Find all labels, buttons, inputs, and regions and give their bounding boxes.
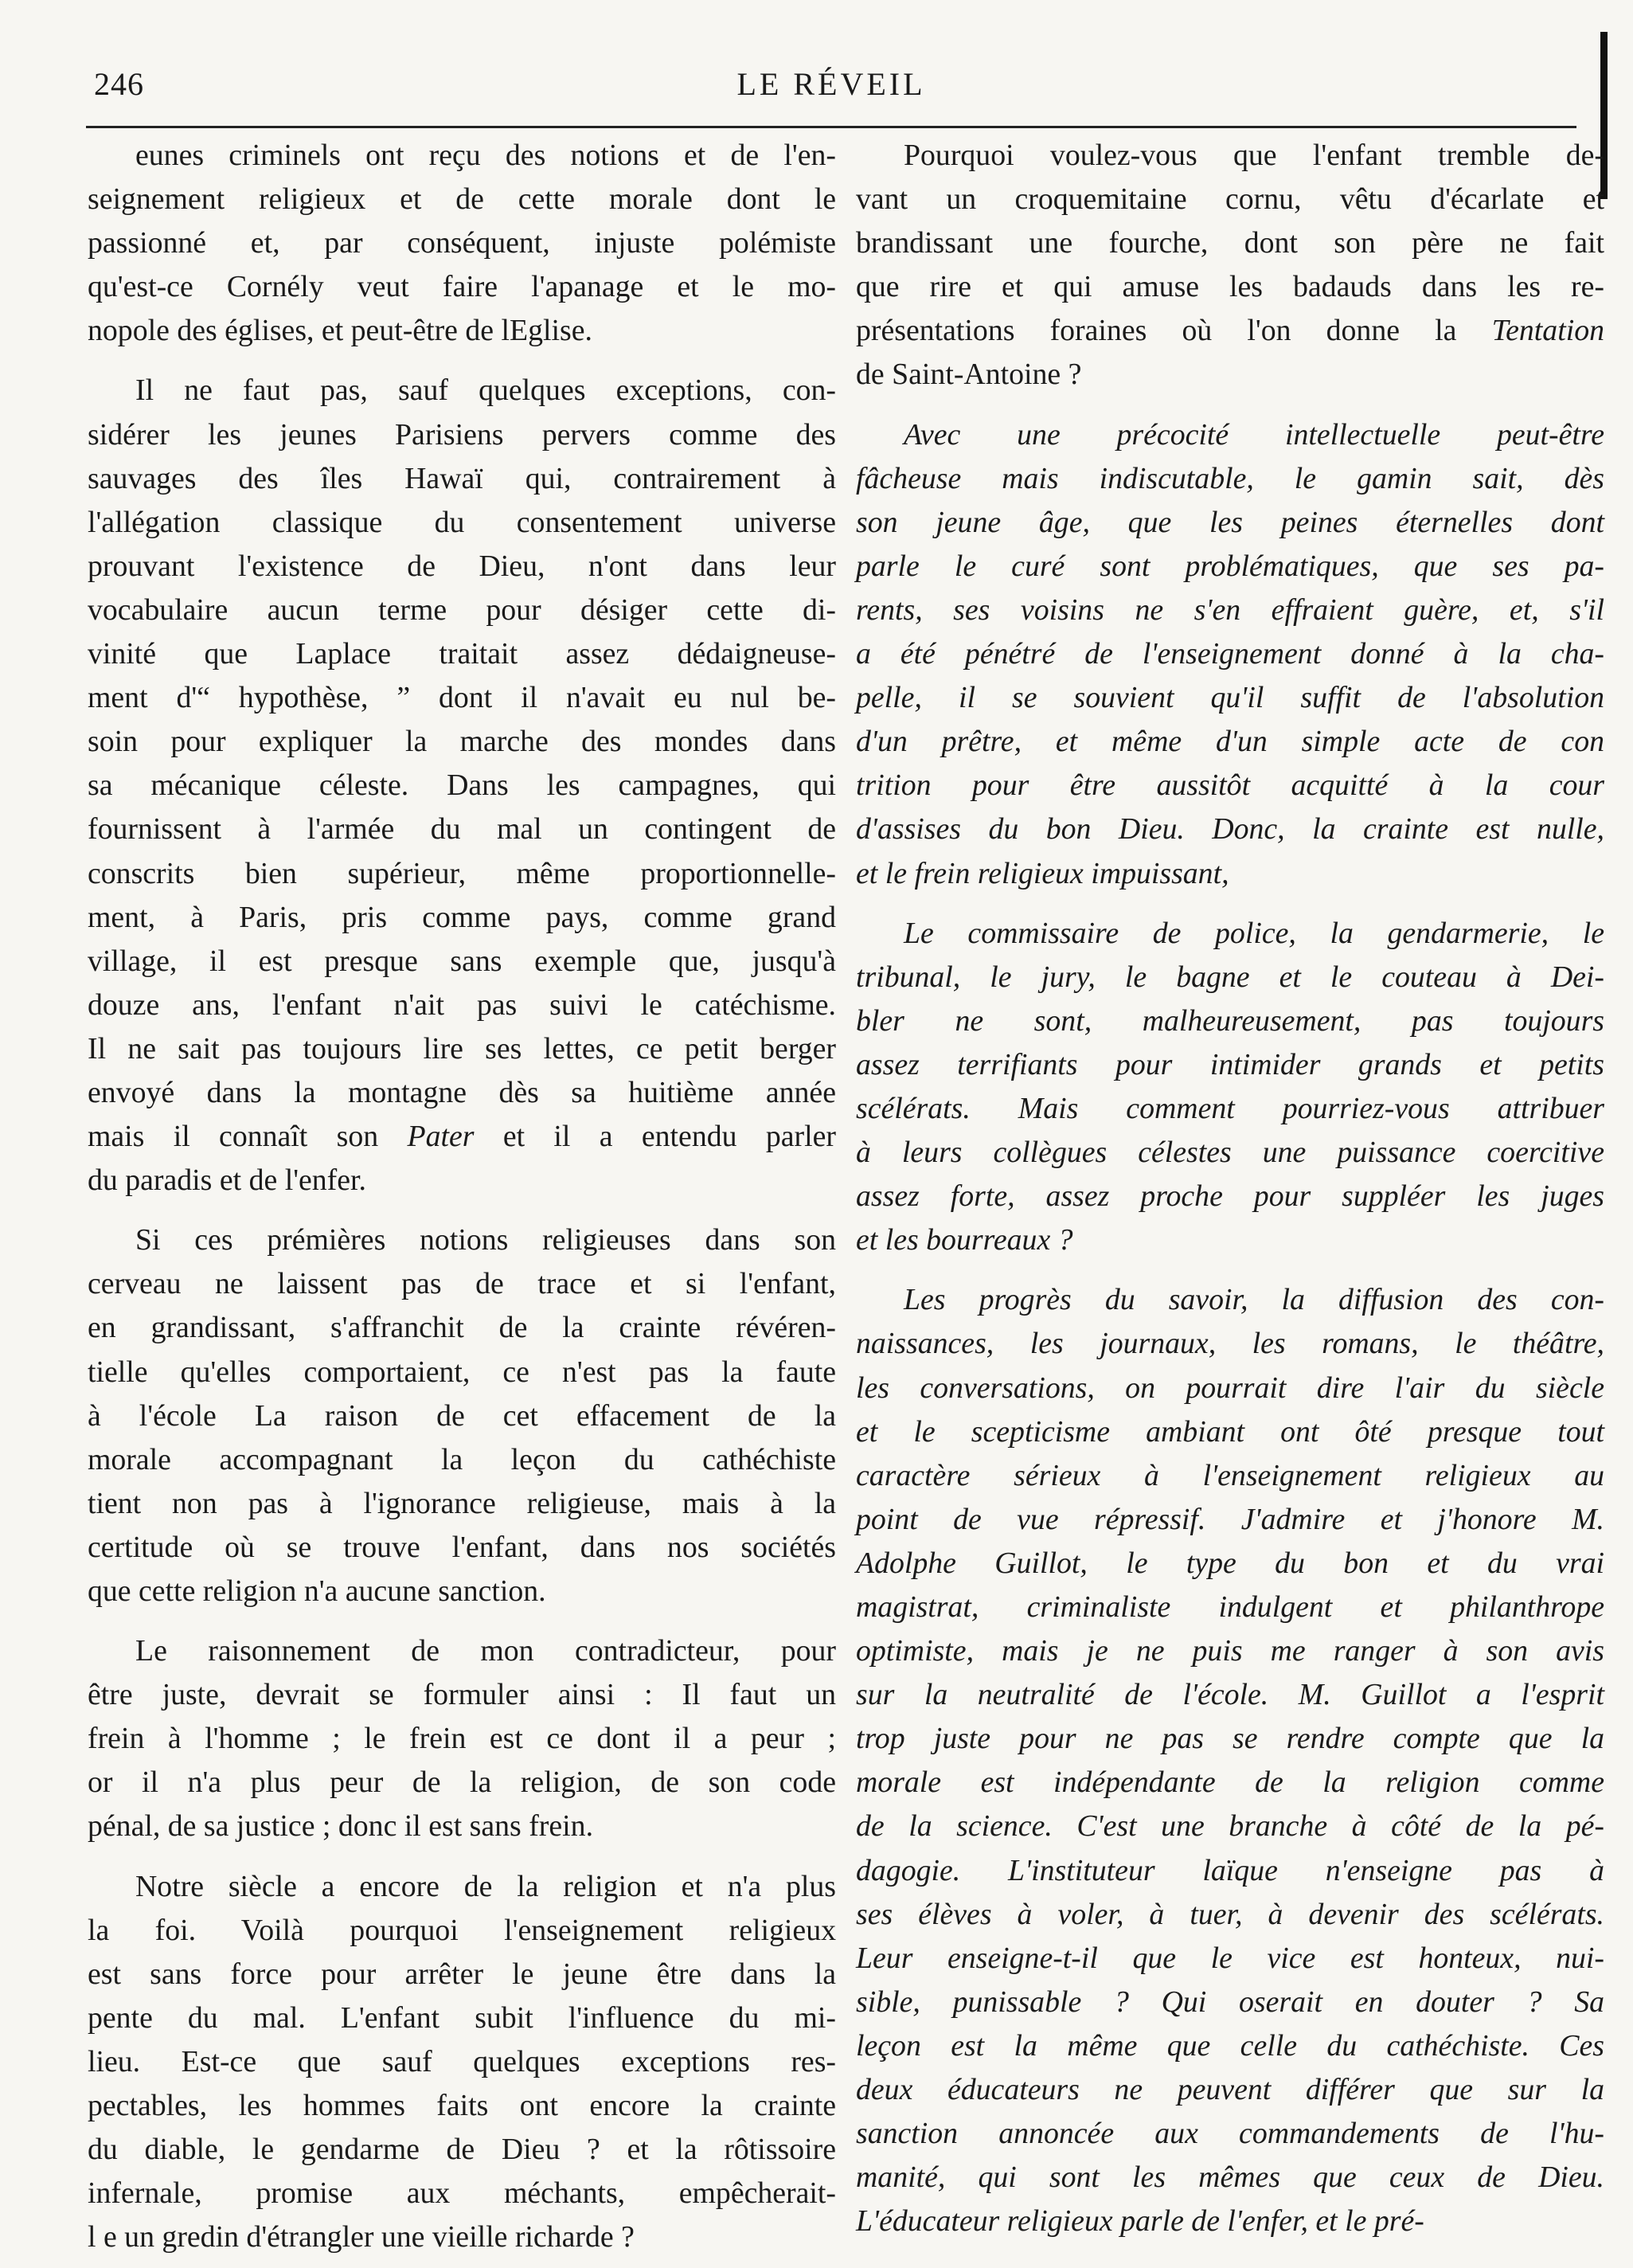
page-header [86,65,1576,113]
text-line: les conversations, on pourrait dire l'air du siècle [856,1371,1604,1405]
text-line: pénal, de sa justice ; donc il est sans frein. [88,1809,594,1844]
text-line: et les bourreaux ? [856,1223,1073,1257]
paragraph-p7 [856,413,1604,896]
paragraph-p5 [88,1865,836,2260]
text-line: Pourquoi voulez-vous que l'enfant tremble de- [904,139,1604,172]
text-line: sauvages des îles Hawaï qui, contrairement à [88,461,836,495]
paragraph-p8 [856,912,1604,1263]
text-line: lieu. Est-ce que sauf quelques exceptions res- [88,2044,836,2078]
text-line: sanction annoncée aux commandements de l'hu- [856,2117,1604,2151]
text-line: parle le curé sont problématiques, que ses pa- [856,549,1604,583]
text-line: certitude où se trouve l'enfant, dans nos sociétés [88,1530,836,1564]
text-line: cerveau ne laissent pas de trace et si l'enfant, [88,1267,836,1301]
left-column [88,134,836,2259]
text-line: envoyé dans la montagne dès sa huitième année [88,1075,836,1109]
text-line: Adolphe Guillot, le type du bon et du vrai [856,1546,1604,1580]
text-line: assez forte, assez proche pour suppléer les juges [856,1179,1604,1214]
text-line: la foi. Voilà pourquoi l'enseignement religieux [88,1913,836,1947]
text-line: bler ne sont, malheureusement, pas toujours [856,1003,1604,1038]
text-line: sidérer les jeunes Parisiens pervers comme des [88,417,836,452]
paragraph-p2 [88,369,836,1202]
text-line: a été pénétré de l'enseignement donné à la cha- [856,637,1604,671]
text-line: L'éducateur religieux parle de l'enfer, et le pré- [856,2204,1424,2239]
text-line: optimiste, mais je ne puis me ranger à son avis [856,1634,1604,1668]
text-line: l e un gredin d'étrangler une vieille richarde ? [88,2220,635,2254]
text-line: conscrits bien supérieur, même proportionnelle- [88,856,836,890]
text-line: de la science. C'est une branche à côté de la pé- [856,1809,1604,1844]
text-line: ment, à Paris, pris comme pays, comme grand [88,900,836,934]
paragraph-p9 [856,1278,1604,2243]
paragraph-p4 [88,1629,836,1848]
header-rule [86,126,1576,128]
text-line: mais il connaît son Pater et il a entendu parler [88,1120,836,1154]
text-line: point de vue répressif. J'admire et j'honore M. [856,1502,1604,1536]
text-line: infernale, promise aux méchants, empêcherait- [88,2176,836,2211]
text-line: Notre siècle a encore de la religion et n'a plus [135,1869,836,1903]
text-line: pente du mal. L'enfant subit l'influence du mi- [88,2000,836,2035]
text-line: et le frein religieux impuissant, [856,856,1229,890]
text-line: Il ne faut pas, sauf quelques exceptions, con- [135,373,836,408]
text-line: pectables, les hommes faits ont encore la crainte [88,2089,836,2123]
text-line: nopole des églises, et peut-être de lEglise. [88,314,592,348]
text-line: pelle, il se souvient qu'il suffit de l'absolution [856,681,1604,715]
text-line: Les progrès du savoir, la diffusion des con- [904,1283,1604,1317]
text-line: vinité que Laplace traitait assez dédaigneuse- [88,637,836,671]
text-line: naissances, les journaux, les romans, le théâtre, [856,1327,1604,1361]
text-line: vant un croquemitaine cornu, vêtu d'écarlate et [856,182,1604,217]
text-line: scélérats. Mais comment pourriez-vous attribuer [856,1091,1604,1125]
text-line: du diable, le gendarme de Dieu ? et la rôtissoire [88,2133,836,2167]
text-line: soin pour expliquer la marche des mondes dans [88,725,836,759]
text-line: or il n'a plus peur de la religion, de son code [88,1766,836,1800]
text-line: manité, qui sont les mêmes que ceux de Dieu. [856,2160,1604,2195]
text-line: en grandissant, s'affranchit de la crainte révéren- [88,1311,836,1345]
text-line: Avec une précocité intellectuelle peut-être [904,417,1604,452]
text-line: morale est indépendante de la religion comme [856,1766,1604,1800]
right-column [856,134,1604,2243]
text-line: eunes criminels ont reçu des notions et de l'en- [135,139,836,172]
text-line: être juste, devrait se formuler ainsi : Il faut un [88,1678,836,1712]
paragraph-p3 [88,1218,836,1613]
text-line: tient non pas à l'ignorance religieuse, mais à la [88,1486,836,1520]
text-line: ses élèves à voler, à tuer, à devenir des scélérats. [856,1897,1604,1931]
text-line: magistrat, criminaliste indulgent et philanthrope [856,1590,1604,1624]
text-line: fâcheuse mais indiscutable, le gamin sait, dès [856,461,1604,495]
text-line: prouvant l'existence de Dieu, n'ont dans leur [88,549,836,583]
text-line: que rire et qui amuse les badauds dans les re- [856,270,1604,304]
text-line: douze ans, l'enfant n'ait pas suivi le catéchisme. [88,987,836,1022]
text-line: caractère sérieux à l'enseignement religieux au [856,1458,1604,1492]
text-line: ment d'“ hypothèse, ” dont il n'avait eu nul be- [88,681,836,715]
text-line: sa mécanique céleste. Dans les campagnes, qui [88,768,836,803]
text-line: d'un prêtre, et même d'un simple acte de con [856,725,1604,759]
text-line: tribunal, le jury, le bagne et le couteau à Dei- [856,960,1604,994]
running-title: LE RÉVEIL [736,66,926,102]
text-line: Il ne sait pas toujours lire ses lettes, ce petit berger [88,1031,836,1066]
text-line: rents, ses voisins ne s'en effraient guère, et, s'il [856,592,1604,627]
paragraph-p6 [856,134,1604,397]
text-line: Leur enseigne-t-il que le vice est honteux, nui- [856,1941,1604,1975]
text-line: deux éducateurs ne peuvent différer que sur la [856,2073,1604,2107]
text-line: Si ces prémières notions religieuses dans son [135,1223,836,1257]
text-line: leçon est la même que celle du cathéchiste. Ces [856,2028,1604,2063]
text-line: présentations foraines où l'on donne la Tentation [856,314,1604,348]
text-line: que cette religion n'a aucune sanction. [88,1574,546,1608]
text-line: son jeune âge, que les peines éternelles dont [856,505,1604,539]
text-line: passionné et, par conséquent, injuste polémiste [88,226,836,260]
text-line: et le scepticisme ambiant ont ôté presque tout [856,1414,1604,1449]
text-line: Le raisonnement de mon contradicteur, pour [135,1634,836,1668]
text-line: l'allégation classique du consentement universe [88,505,836,539]
text-line: vocabulaire aucun terme pour désiger cette di- [88,592,836,627]
paragraph-p1 [88,134,836,353]
text-line: village, il est presque sans exemple que, jusqu'à [88,944,836,978]
text-line: d'assises du bon Dieu. Donc, la crainte est nulle, [856,812,1604,847]
text-line: Le commissaire de police, la gendarmerie, le [904,916,1604,950]
text-line: tielle qu'elles comportaient, ce n'est pas la faute [88,1355,836,1389]
text-line: morale accompagnant la leçon du cathéchiste [88,1442,836,1476]
page-number: 246 [94,66,144,102]
text-line: fournissent à l'armée du mal un contingent de [88,812,836,847]
text-line: sible, punissable ? Qui oserait en douter ? Sa [856,1984,1604,2019]
text-line: du paradis et de l'enfer. [88,1163,366,1198]
text-line: trition pour être aussitôt acquitté à la cour [856,768,1604,803]
text-line: brandissant une fourche, dont son père ne fait [856,226,1604,260]
text-line: est sans force pour arrêter le jeune être dans la [88,1957,836,1991]
text-line: de Saint-Antoine ? [856,358,1082,392]
text-line: qu'est-ce Cornély veut faire l'apanage et le mo- [88,270,836,304]
text-line: à leurs collègues célestes une puissance coercitive [856,1136,1604,1170]
text-line: sur la neutralité de l'école. M. Guillot a l'esprit [856,1678,1604,1712]
text-line: trop juste pour ne pas se rendre compte que la [856,1722,1604,1756]
text-line: seignement religieux et de cette morale dont le [88,182,836,217]
text-line: dagogie. L'instituteur laïque n'enseigne pas à [856,1853,1604,1887]
text-line: assez terrifiants pour intimider grands et petits [856,1047,1604,1081]
text-line: à l'école La raison de cet effacement de la [88,1398,836,1433]
text-line: frein à l'homme ; le frein est ce dont il a peur ; [88,1722,836,1756]
